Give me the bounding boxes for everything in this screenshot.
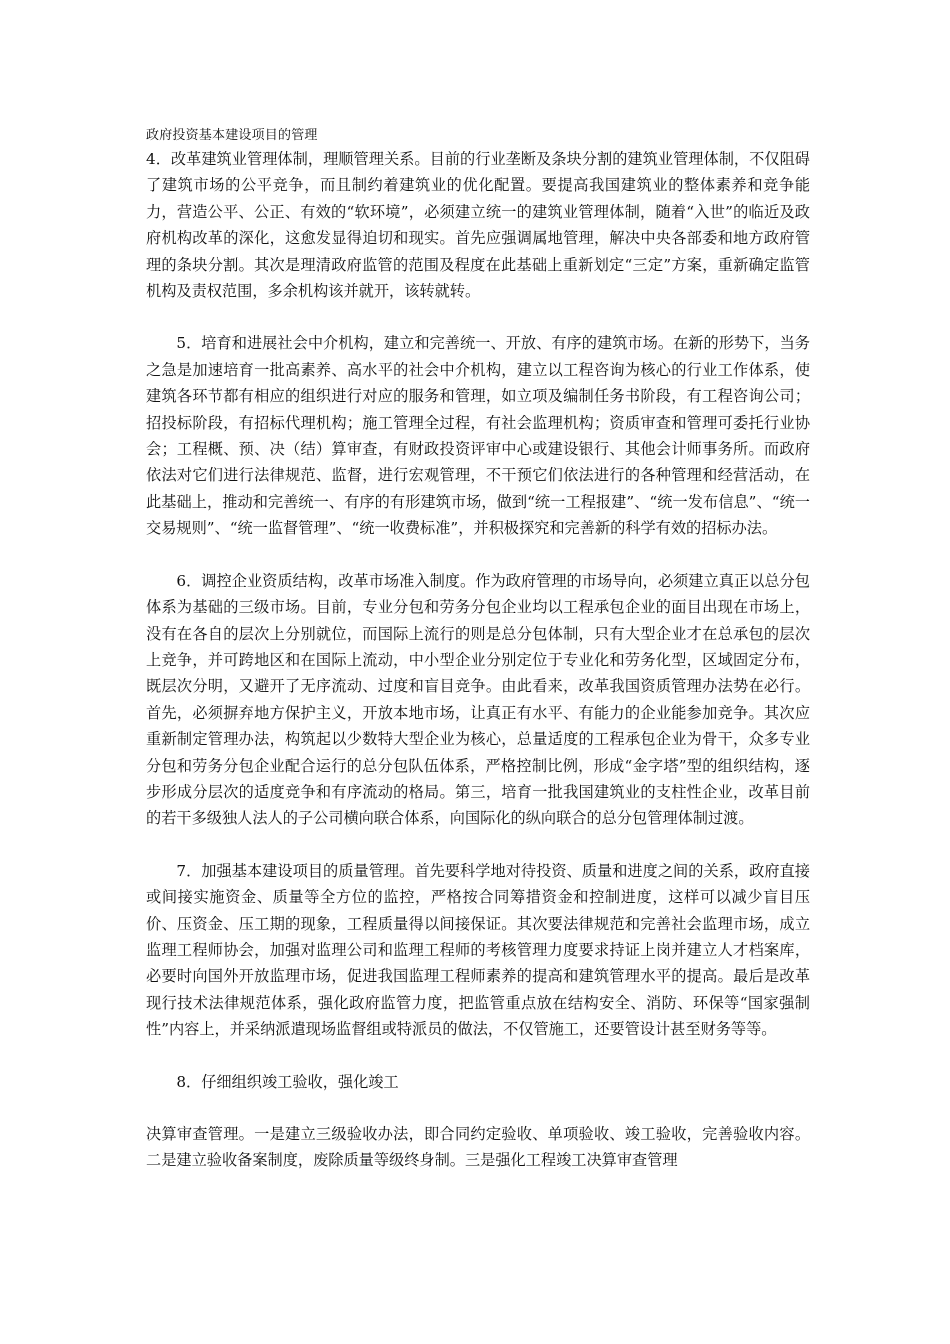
document-page xyxy=(146,126,810,1174)
paragraph-4: 4．改革建筑业管理体制，理顺管理关系。目前的行业垄断及条块分割的建筑业管理体制，不仅阻碍了建筑市场的公平竞争，而且制约着建筑业的优化配置。要提高我国建筑业的整体素养和竞争能力，营造公平、公正、有效的“软环境”，必须建立统一的建筑业管理体制，随着“入世”的临近及政府机构改革的深化，这愈发显得迫切和现实。首先应强调属地管理，解决中央各部委和地方政府管理的条块分割。其次是理清政府监管的范围及程度在此基础上重新划定“三定”方案，重新确定监管机构及责权范围，多余机构该并就开，该转就转。 xyxy=(146,150,810,301)
paragraph-5: 5．培育和进展社会中介机构，建立和完善统一、开放、有序的建筑市场。在新的形势下，当务之急是加速培育一批高素养、高水平的社会中介机构，建立以工程咨询为核心的行业工作体系，使建筑各环节都有相应的组织进行对应的服务和管理，如立项及编制任务书阶段，有工程咨询公司；招投标阶段，有招标代理机构；施工管理全过程，有社会监理机构；资质审查和管理可委托行业协会；工程概、预、决（结）算审查，有财政投资评审中心或建设银行、其他会计师事务所。而政府依法对它们进行法律规范、监督，进行宏观管理，不干预它们依法进行的各种管理和经营活动，在此基础上，推动和完善统一、有序的有形建筑市场，做到“统一工程报建”、“统一发布信息”、“统一交易规则”、“统一监督管理”、“统一收费标准”，并积极探究和完善新的科学有效的招标办法。 xyxy=(146,334,810,538)
document-header: 政府投资基本建设项目的管理 xyxy=(146,128,318,143)
paragraph-8-body: 决算审查管理。一是建立三级验收办法，即合同约定验收、单项验收、竣工验收，完善验收内容。二是建立验收备案制度，废除质量等级终身制。三是强化工程竣工决算审查管理 xyxy=(146,1125,810,1170)
paragraph-7: 7．加强基本建设项目的质量管理。首先要科学地对待投资、质量和进度之间的关系，政府直接或间接实施资金、质量等全方位的监控，严格按合同筹措资金和控制进度，这样可以减少盲目压价、压资金、压工期的现象，工程质量得以间接保证。其次要法律规范和完善社会监理市场，成立监理工程师协会，加强对监理公司和监理工程师的考核管理力度要求持证上岗并建立人才档案库，必要时向国外开放监理市场，促进我国监理工程师素养的提高和建筑管理水平的提高。最后是改革现行技术法律规范体系，强化政府监管力度，把监管重点放在结构安全、消防、环保等“国家强制性”内容上，并采纳派遣现场监督组或特派员的做法，不仅管施工，还要管设计甚至财务等等。 xyxy=(146,861,810,1039)
paragraph-6: 6．调控企业资质结构，改革市场准入制度。作为政府管理的市场导向，必须建立真正以总分包体系为基础的三级市场。目前，专业分包和劳务分包企业均以工程承包企业的面目出现在市场上，没有在各自的层次上分别就位，而国际上流行的则是总分包体制，只有大型企业才在总承包的层次上竞争，并可跨地区和在国际上流动，中小型企业分别定位于专业化和劳务化型，区域固定分布，既层次分明，又避开了无序流动、过度和盲目竞争。由此看来，改革我国资质管理办法势在必行。首先，必须摒弃地方保护主义，开放本地市场，让真正有水平、有能力的企业能参加竞争。其次应重新制定管理办法，构筑起以少数特大型企业为核心，总量适度的工程承包企业为骨干，众多专业分包和劳务分包企业配合运行的总分包队伍体系，严格控制比例，形成“金字塔”型的组织结构，逐步形成分层次的适度竞争和有序流动的格局。第三，培育一批我国建筑业的支柱性企业，改革目前的若干多级独人法人的子公司横向联合体系，向国际化的纵向联合的总分包管理体制过渡。 xyxy=(146,571,810,828)
paragraph-8-heading: 8．仔细组织竣工验收，强化竣工 xyxy=(176,1072,399,1091)
